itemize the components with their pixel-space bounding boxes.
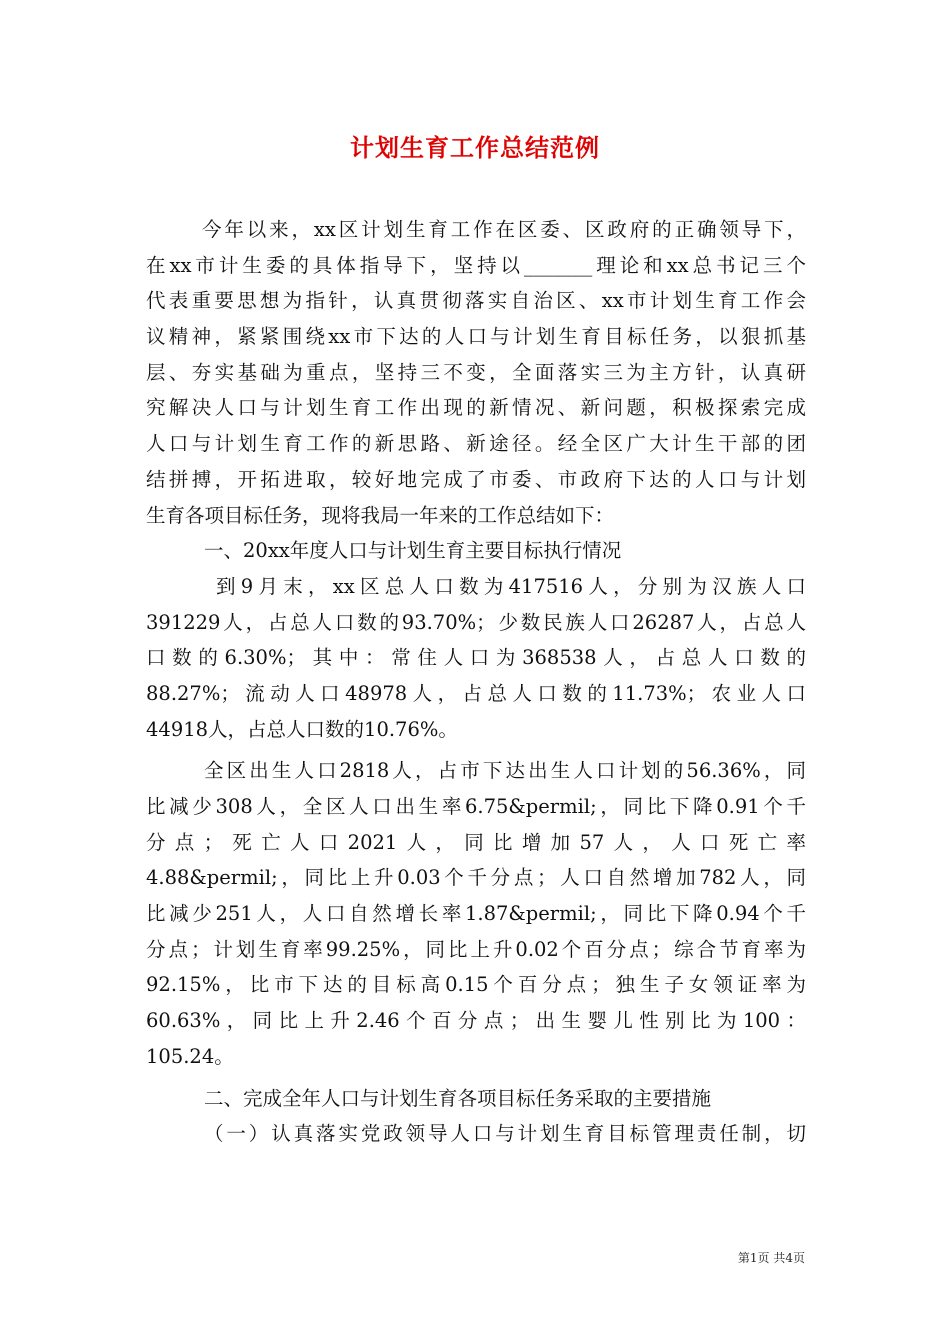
paragraph-line: 议精神，紧紧围绕xx市下达的人口与计划生育目标任务，以狠抓基 (146, 325, 806, 349)
paragraph-line: 口数的6.30%；其中：常住人口为368538人，占总人口数的 (146, 646, 806, 670)
paragraph-line: 全区出生人口2818人，占市下达出生人口计划的56.36%，同 (204, 759, 806, 783)
paragraph-line: （一）认真落实党政领导人口与计划生育目标管理责任制，切 (204, 1122, 806, 1146)
paragraph-line: 105.24。 (146, 1044, 234, 1068)
document-body (146, 212, 806, 1152)
section-heading: 一、20xx年度人口与计划生育主要目标执行情况 (204, 539, 622, 563)
paragraph-line: 到9月末，xx区总人口数为417516人，分别为汉族人口 (216, 574, 806, 598)
paragraph-line: 分点；死亡人口2021人，同比增加57人，人口死亡率 (146, 830, 806, 854)
paragraph-line: 分点；计划生育率99.25%，同比上升0.02个百分点；综合节育率为 (146, 937, 806, 961)
paragraph-line: 60.63%，同比上升2.46个百分点；出生婴儿性别比为100： (146, 1009, 806, 1033)
paragraph-line: 今年以来，xx区计划生育工作在区委、区政府的正确领导下， (202, 218, 806, 241)
paragraph-line: 4.88&permil;，同比上升0.03个千分点；人口自然增加782人，同 (146, 866, 806, 890)
paragraph-line: 人口与计划生育工作的新思路、新途径。经全区广大计生干部的团 (146, 432, 806, 456)
paragraph-line: 44918人，占总人口数的10.76%。 (146, 717, 458, 741)
paragraph-line: 比减少251人，人口自然增长率1.87&permil;，同比下降0.94个千 (146, 902, 806, 926)
paragraph-line: 88.27%；流动人口48978人，占总人口数的11.73%；农业人口 (146, 681, 806, 705)
paragraph-line: 92.15%，比市下达的目标高0.15个百分点；独生子女领证率为 (146, 973, 806, 997)
section-heading: 二、完成全年人口与计划生育各项目标任务采取的主要措施 (204, 1086, 712, 1110)
paragraph-line: 结拼搏，开拓进取，较好地完成了市委、市政府下达的人口与计划 (146, 467, 806, 491)
paragraph-line: 生育各项目标任务，现将我局一年来的工作总结如下： (146, 503, 615, 527)
document-title: 计划生育工作总结范例 (350, 133, 600, 162)
paragraph-line: 在xx市计生委的具体指导下，坚持以_______理论和xx总书记三个 (146, 253, 806, 277)
paragraph-line: 比减少308人，全区人口出生率6.75&permil;，同比下降0.91个千 (146, 795, 806, 818)
paragraph-line: 究解决人口与计划生育工作出现的新情况、新问题，积极探索完成 (146, 396, 806, 420)
paragraph-line: 层、夯实基础为重点，坚持三不变，全面落实三为主方针，认真研 (146, 360, 806, 384)
page-number: 第1页 共4页 (737, 1251, 805, 1265)
paragraph-line: 代表重要思想为指针，认真贯彻落实自治区、xx市计划生育工作会 (146, 289, 806, 313)
paragraph-line: 391229人，占总人口数的93.70%；少数民族人口26287人，占总人 (146, 610, 806, 634)
